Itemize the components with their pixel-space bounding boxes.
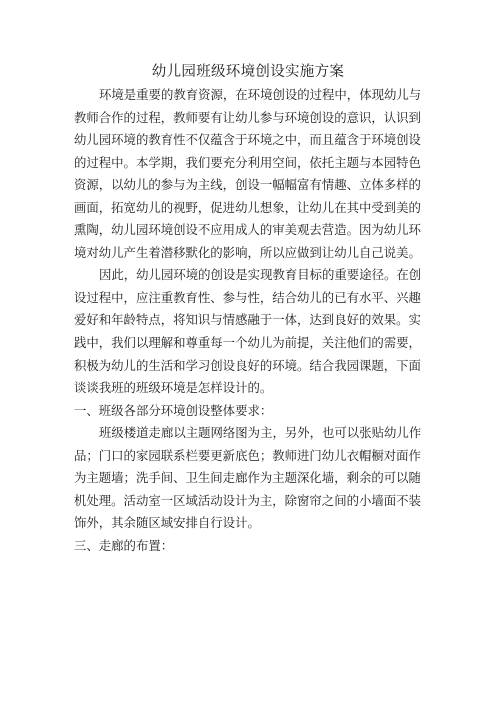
text-line: 为主题墙；洗手间、卫生间走廊作为主题深化墙，剩余的可以随 (74, 470, 421, 486)
text-line: 机处理。活动室一区域活动设计为主，除窗帘之间的小墙面不装 (74, 492, 421, 508)
document-title: 幼儿园班级环境创设实施方案 (151, 64, 345, 80)
text-line: 积极为幼儿的生活和学习创设良好的环境。结合我园课题，下面 (74, 357, 421, 373)
text-line: 教师合作的过程，教师要有让幼儿参与环境创设的意识，认识到 (74, 109, 421, 125)
text-line: 谈谈我班的班级环境是怎样设计的。 (74, 380, 273, 396)
text-line: 幼儿园环境的教育性不仅蕴含于环境之中，而且蕴含于环境创设 (74, 132, 421, 148)
text-line: 熏陶，幼儿园环境创设不应用成人的审美观去营造。因为幼儿环 (74, 222, 421, 238)
document-body (74, 84, 422, 557)
text-line: 的过程中。本学期，我们要充分利用空间，依托主题与本园特色 (74, 154, 421, 170)
text-line: 班级楼道走廊以主题网络图为主，另外，也可以张贴幼儿作 (99, 425, 422, 441)
text-line: 三、走廊的布置： (74, 537, 174, 553)
text-line: 饰外，其余随区域安排自行设计。 (74, 515, 260, 531)
text-line: 资源，以幼儿的参与为主线，创设一幅幅富有情趣、立体多样的 (74, 177, 421, 193)
text-line: 因此，幼儿园环境的创设是实现教育目标的重要途径。在创 (99, 267, 422, 283)
text-line: 境对幼儿产生着潜移默化的影响，所以应做到让幼儿自己说美。 (74, 244, 421, 260)
text-line: 环境是重要的教育资源，在环境创设的过程中，体现幼儿与 (99, 87, 422, 102)
text-line: 一、班级各部分环境创设整体要求： (74, 402, 273, 418)
text-line: 爱好和年龄特点，将知识与情感融于一体，达到良好的效果。实 (74, 312, 421, 328)
text-line: 践中，我们以理解和尊重每一个幼儿为前提，关注他们的需要， (74, 335, 421, 351)
text-line: 画面，拓宽幼儿的视野，促进幼儿想象，让幼儿在其中受到美的 (74, 199, 421, 215)
text-line: 品；门口的家园联系栏要更新底色；教师进门幼儿衣帽橱对面作 (74, 447, 421, 463)
text-line: 设过程中，应注重教育性、参与性，结合幼儿的已有水平、兴趣 (74, 289, 421, 305)
